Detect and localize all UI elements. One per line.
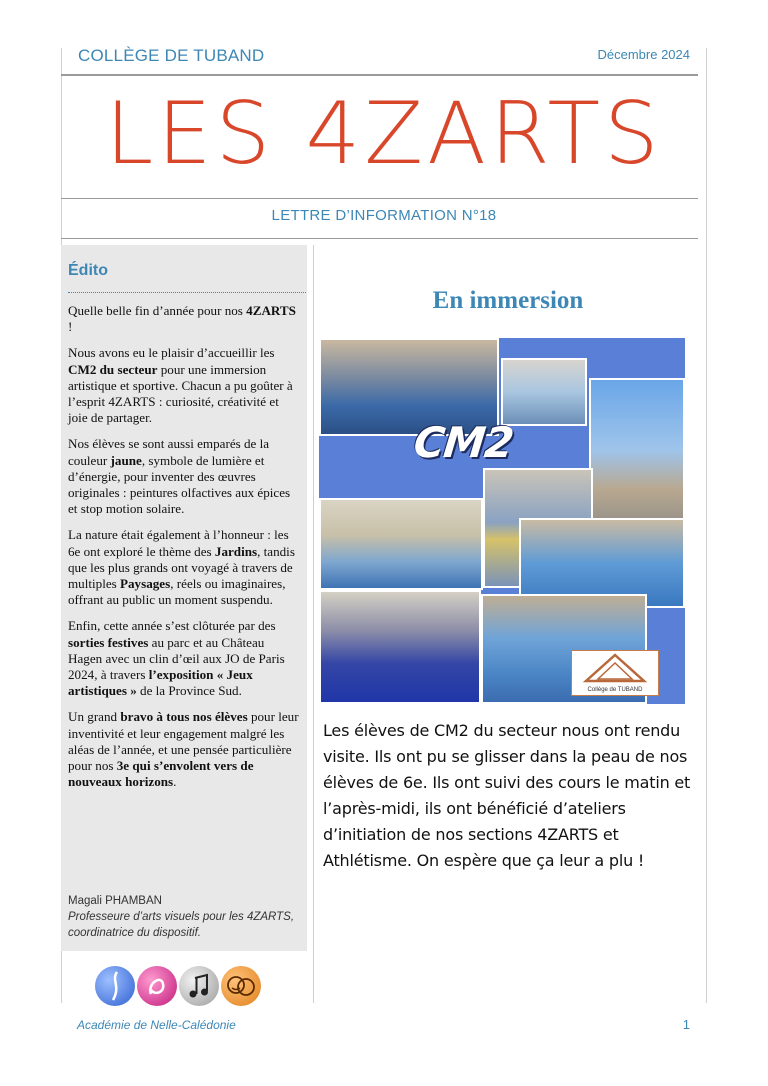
subtitle-rule-bottom bbox=[61, 238, 698, 239]
subtitle-rule-top bbox=[61, 198, 698, 199]
immersion-heading: En immersion bbox=[432, 287, 584, 314]
theater-logo-icon bbox=[137, 966, 177, 1006]
header-rule bbox=[61, 74, 698, 76]
signature bbox=[68, 893, 304, 941]
edito-paragraph: Nos élèves se sont aussi emparés de la couleur jaune, symbole de lumière et d’énergie, pour inventer des œuvres originales : peintures olfactives aux épices et stop motion solaire. bbox=[68, 436, 291, 517]
arts-logos bbox=[95, 966, 265, 1008]
page-border-right bbox=[706, 48, 707, 1003]
collage-photo-outdoor bbox=[589, 378, 685, 538]
column-divider bbox=[313, 245, 314, 1003]
author-name: Magali PHAMBAN bbox=[68, 895, 162, 907]
issue-date: Décembre 2024 bbox=[597, 47, 690, 62]
school-name: COLLÈGE DE TUBAND bbox=[78, 46, 265, 65]
masks-logo-icon bbox=[221, 966, 261, 1006]
edito-paragraph: Enfin, cette année s’est clôturée par des sorties festives au parc et au Château Hagen avec un clin d’œil aux JO de Paris 2024, à travers l’exposition « Jeux artistiques » de la Province Sud. bbox=[68, 618, 285, 699]
collage-photo-class-screen bbox=[501, 358, 587, 426]
edito-paragraph: Un grand bravo à tous nos élèves pour leur inventivité et leur engagement malgré les aléas de l’année, et une pensée particulière pour nos 3e qui s’envolent vers de nouveaux horizons. bbox=[68, 709, 299, 790]
author-role: Professeure d’arts visuels pour les 4ZARTS, coordinatrice du dispositif. bbox=[68, 911, 295, 939]
edito-paragraph: Quelle belle fin d’année pour nos 4ZARTS ! bbox=[68, 303, 296, 335]
edito-paragraph: Nous avons eu le plaisir d’accueillir les CM2 du secteur pour une immersion artistique et sportive. Chacun a pu goûter à l’esprit 4ZARTS : curiosité, créativité et joie de partager. bbox=[68, 345, 293, 426]
newsletter-title: LES 4ZARTS bbox=[105, 84, 663, 184]
collage-photo-gym bbox=[319, 498, 483, 590]
house-icon bbox=[572, 651, 658, 685]
photo-collage bbox=[319, 338, 685, 704]
edito-heading: Édito bbox=[68, 262, 108, 279]
immersion-body: Les élèves de CM2 du secteur nous ont rendu visite. Ils ont pu se glisser dans la peau de nos élèves de 6e. Ils ont suivi des cours le matin et l’après-midi, ils ont bénéficié d’ateliers d’initiation de nos sections 4ZARTS et Athlétisme. On espère que ça leur a plu ! bbox=[323, 721, 691, 870]
cm2-label: CM2 bbox=[411, 418, 516, 467]
collage-photo-dance bbox=[319, 590, 481, 704]
edito-paragraph: La nature était également à l’honneur : les 6e ont exploré le thème des Jardins, tandis que les plus grands ont voyagé à travers de multiples Paysages, réels ou imaginaires, offrant au public un moment suspendu. bbox=[68, 527, 295, 608]
newsletter-subtitle: LETTRE D’INFORMATION N°18 bbox=[271, 207, 497, 224]
school-badge bbox=[571, 650, 659, 696]
page-number: 1 bbox=[682, 1017, 690, 1032]
music-logo-icon bbox=[179, 966, 219, 1006]
edito-text bbox=[68, 303, 300, 800]
dance-logo-icon bbox=[95, 966, 135, 1006]
badge-label: Collège de TUBAND bbox=[587, 687, 643, 693]
dotted-separator bbox=[68, 292, 306, 293]
academy-name: Académie de Nelle-Calédonie bbox=[77, 1018, 236, 1032]
